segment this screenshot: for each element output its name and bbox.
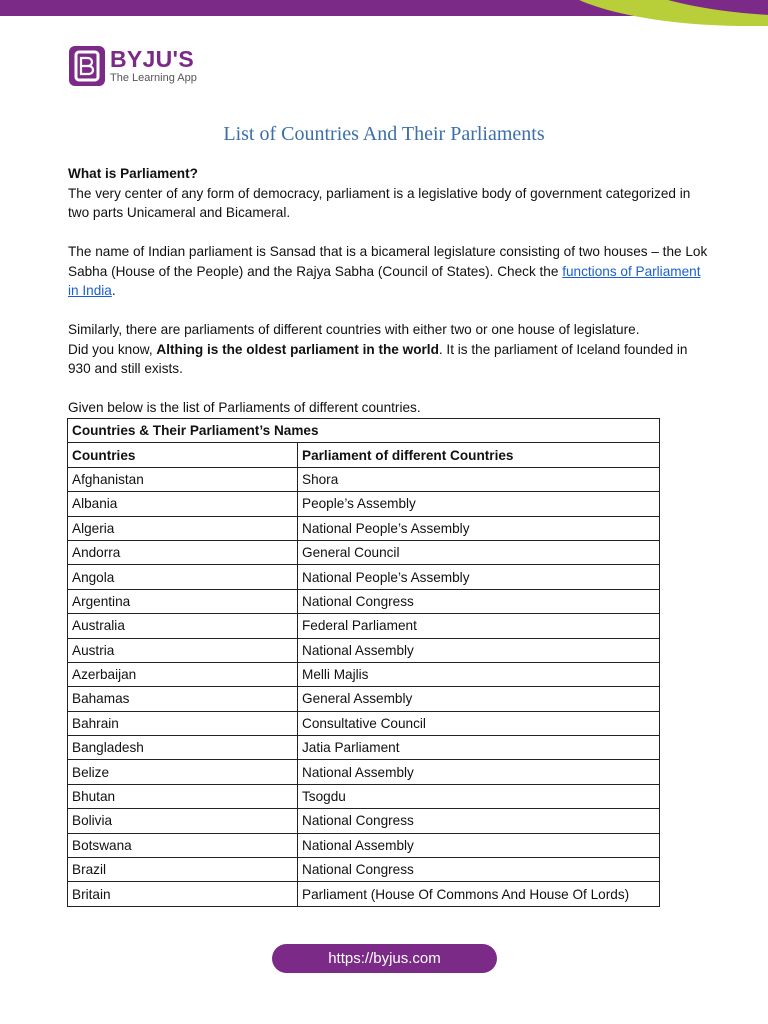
country-cell: Afghanistan xyxy=(68,467,298,491)
byjus-logo[interactable] xyxy=(69,46,197,86)
country-cell: Andorra xyxy=(68,540,298,564)
did-you-know-prefix: Did you know, xyxy=(68,341,157,357)
table-row xyxy=(68,784,660,808)
country-cell: Bolivia xyxy=(68,809,298,833)
country-cell: Brazil xyxy=(68,858,298,882)
parliament-cell: Consultative Council xyxy=(298,711,660,735)
intro-heading: What is Parliament? xyxy=(68,166,198,181)
table-header-row xyxy=(68,443,660,467)
parliament-cell: Melli Majlis xyxy=(298,662,660,686)
parliament-cell: National Assembly xyxy=(298,833,660,857)
header-parliament: Parliament of different Countries xyxy=(298,443,660,467)
parliament-cell: National Assembly xyxy=(298,638,660,662)
parliament-cell: National People’s Assembly xyxy=(298,565,660,589)
table-title: Countries & Their Parliament’s Names xyxy=(68,419,660,443)
parliament-cell: National Congress xyxy=(298,589,660,613)
table-row xyxy=(68,711,660,735)
parliament-cell: Tsogdu xyxy=(298,784,660,808)
parliament-cell: National Congress xyxy=(298,858,660,882)
country-cell: Belize xyxy=(68,760,298,784)
table-row xyxy=(68,736,660,760)
parliaments-table xyxy=(67,418,660,907)
parliament-cell: Federal Parliament xyxy=(298,614,660,638)
country-cell: Bangladesh xyxy=(68,736,298,760)
parliament-cell: General Assembly xyxy=(298,687,660,711)
intro-section xyxy=(68,164,708,223)
table-title-row xyxy=(68,419,660,443)
country-cell: Angola xyxy=(68,565,298,589)
header-countries: Countries xyxy=(68,443,298,467)
country-cell: Bhutan xyxy=(68,784,298,808)
country-cell: Albania xyxy=(68,492,298,516)
parliament-cell: National Congress xyxy=(298,809,660,833)
intro-text: The very center of any form of democracy, parliament is a legislative body of government categorized in two parts Unicameral and Bicameral. xyxy=(68,185,691,220)
table-row xyxy=(68,858,660,882)
parliament-cell: Shora xyxy=(298,467,660,491)
parliament-cell: Jatia Parliament xyxy=(298,736,660,760)
country-cell: Argentina xyxy=(68,589,298,613)
did-you-know-rest: . It is the parliament of Iceland founded in 930 and still exists. xyxy=(68,341,688,376)
given-below-text: Given below is the list of Parliaments of different countries. xyxy=(68,400,421,415)
country-cell: Bahamas xyxy=(68,687,298,711)
table-row xyxy=(68,614,660,638)
table-row xyxy=(68,492,660,516)
brand-tagline: The Learning App xyxy=(110,72,197,84)
country-cell: Bahrain xyxy=(68,711,298,735)
table-row xyxy=(68,809,660,833)
byjus-logo-icon xyxy=(69,46,105,86)
althing-bold-text: Althing is the oldest parliament in the world xyxy=(156,341,439,357)
parliament-cell: National People’s Assembly xyxy=(298,516,660,540)
parliament-cell: General Council xyxy=(298,540,660,564)
country-cell: Algeria xyxy=(68,516,298,540)
indian-end: . xyxy=(111,283,116,298)
parliament-cell: People’s Assembly xyxy=(298,492,660,516)
table-row xyxy=(68,760,660,784)
indian-text: The name of Indian parliament is Sansad that is a bicameral legislature consisting of two houses – the Lok Sabha (House of the People) and the Rajya Sabha (Council of States). Check the xyxy=(68,244,708,279)
country-cell: Australia xyxy=(68,614,298,638)
table-row xyxy=(68,662,660,686)
table-row xyxy=(68,589,660,613)
table-row xyxy=(68,540,660,564)
functions-of-parliament-link[interactable]: functions of Parliament in India xyxy=(68,263,701,298)
top-decorative-band xyxy=(0,0,768,26)
table-row xyxy=(68,516,660,540)
table-row xyxy=(68,833,660,857)
brand-name: BYJU'S xyxy=(110,46,194,72)
footer-url-pill[interactable]: https://byjus.com xyxy=(272,944,497,973)
country-cell: Botswana xyxy=(68,833,298,857)
country-cell: Azerbaijan xyxy=(68,662,298,686)
did-you-know-line xyxy=(68,340,708,379)
similarly-line1: Similarly, there are parliaments of different countries with either two or one house of legislature. xyxy=(68,322,640,337)
parliament-cell: Parliament (House Of Commons And House Of Lords) xyxy=(298,882,660,906)
country-cell: Britain xyxy=(68,882,298,906)
logo-text xyxy=(110,48,197,84)
table-row xyxy=(68,638,660,662)
table-row xyxy=(68,565,660,589)
parliament-cell: National Assembly xyxy=(298,760,660,784)
table-row xyxy=(68,687,660,711)
page-title: List of Countries And Their Parliaments xyxy=(223,123,545,145)
indian-parliament-paragraph xyxy=(68,242,708,301)
table-row xyxy=(68,882,660,906)
similarly-paragraph xyxy=(68,320,708,379)
table-row xyxy=(68,467,660,491)
country-cell: Austria xyxy=(68,638,298,662)
